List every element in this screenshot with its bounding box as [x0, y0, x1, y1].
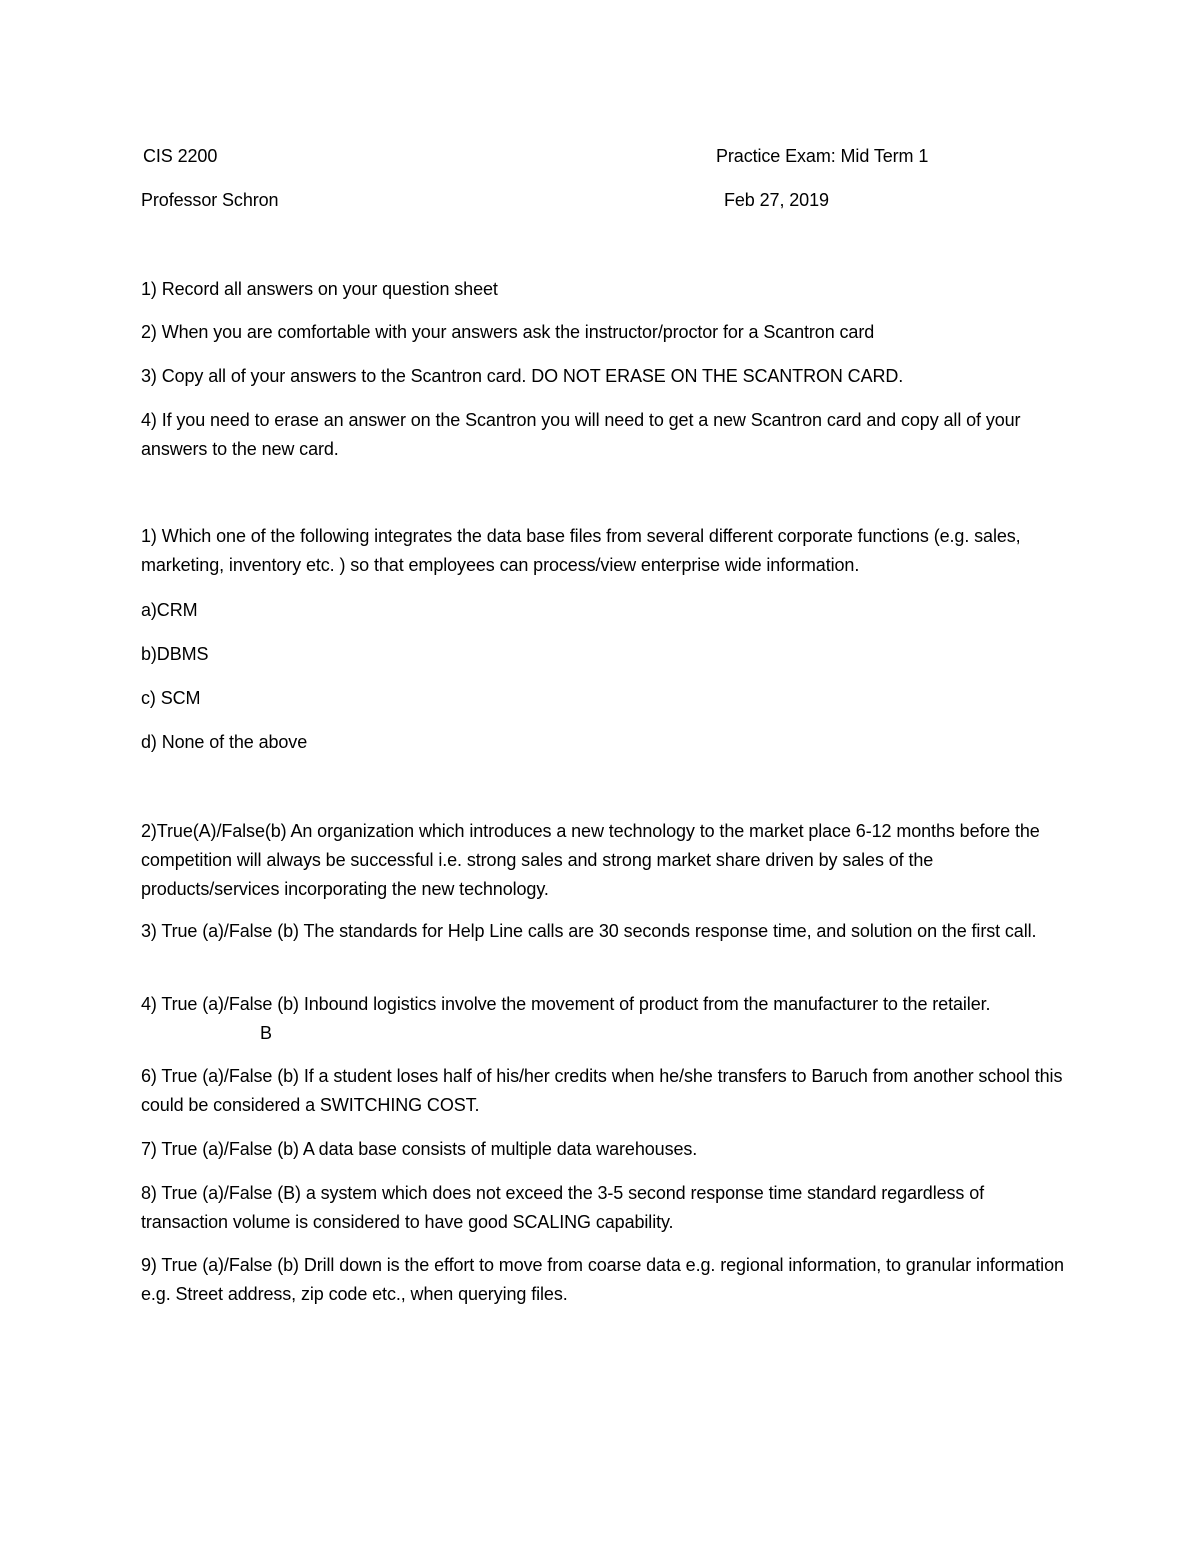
instruction-2: 2) When you are comfortable with your answers ask the instructor/proctor for a Scantron card — [141, 322, 875, 342]
question-2-text: 2)True(A)/False(b) An organization which introduces a new technology to the market place 6-12 months before the competition will always be successful i.e. strong sales and strong market share driven by sales of the products/services incorporating the new technology. — [141, 821, 1040, 899]
question-1-option-a: a)CRM — [141, 600, 198, 620]
question-9-text: 9) True (a)/False (b) Drill down is the effort to move from coarse data e.g. regional information, to granular information e.g. Street address, zip code etc., when querying files. — [141, 1255, 1064, 1304]
question-1-text: 1) Which one of the following integrates the data base files from several different corporate functions (e.g. sales, marketing, inventory etc. ) so that employees can process/view enterprise wide information. — [141, 526, 1021, 575]
question-1-option-c: c) SCM — [141, 688, 201, 708]
instruction-4: 4) If you need to erase an answer on the Scantron you will need to get a new Scantron card and copy all of your answers to the new card. — [141, 410, 1021, 459]
question-8-text: 8) True (a)/False (B) a system which does not exceed the 3-5 second response time standard regardless of transaction volume is considered to have good SCALING capability. — [141, 1183, 985, 1232]
exam-title: Practice Exam: Mid Term 1 — [716, 146, 929, 166]
instruction-3: 3) Copy all of your answers to the Scantron card. DO NOT ERASE ON THE SCANTRON CARD. — [141, 366, 904, 386]
question-3-text: 3) True (a)/False (b) The standards for Help Line calls are 30 seconds response time, and solution on the first call. — [141, 921, 1037, 941]
instruction-1: 1) Record all answers on your question sheet — [141, 279, 498, 299]
question-4-text: 4) True (a)/False (b) Inbound logistics involve the movement of product from the manufacturer to the retailer. — [141, 994, 991, 1014]
exam-date: Feb 27, 2019 — [724, 190, 829, 210]
question-4-answer-mark: B — [260, 1023, 273, 1043]
question-7-text: 7) True (a)/False (b) A data base consists of multiple data warehouses. — [141, 1139, 698, 1159]
course-code: CIS 2200 — [143, 146, 218, 166]
professor-name: Professor Schron — [141, 190, 279, 210]
question-1-option-b: b)DBMS — [141, 644, 209, 664]
question-6-text: 6) True (a)/False (b) If a student loses half of his/her credits when he/she transfers to Baruch from another school this could be considered a SWITCHING COST. — [141, 1066, 1063, 1115]
question-1-option-d: d) None of the above — [141, 732, 308, 752]
